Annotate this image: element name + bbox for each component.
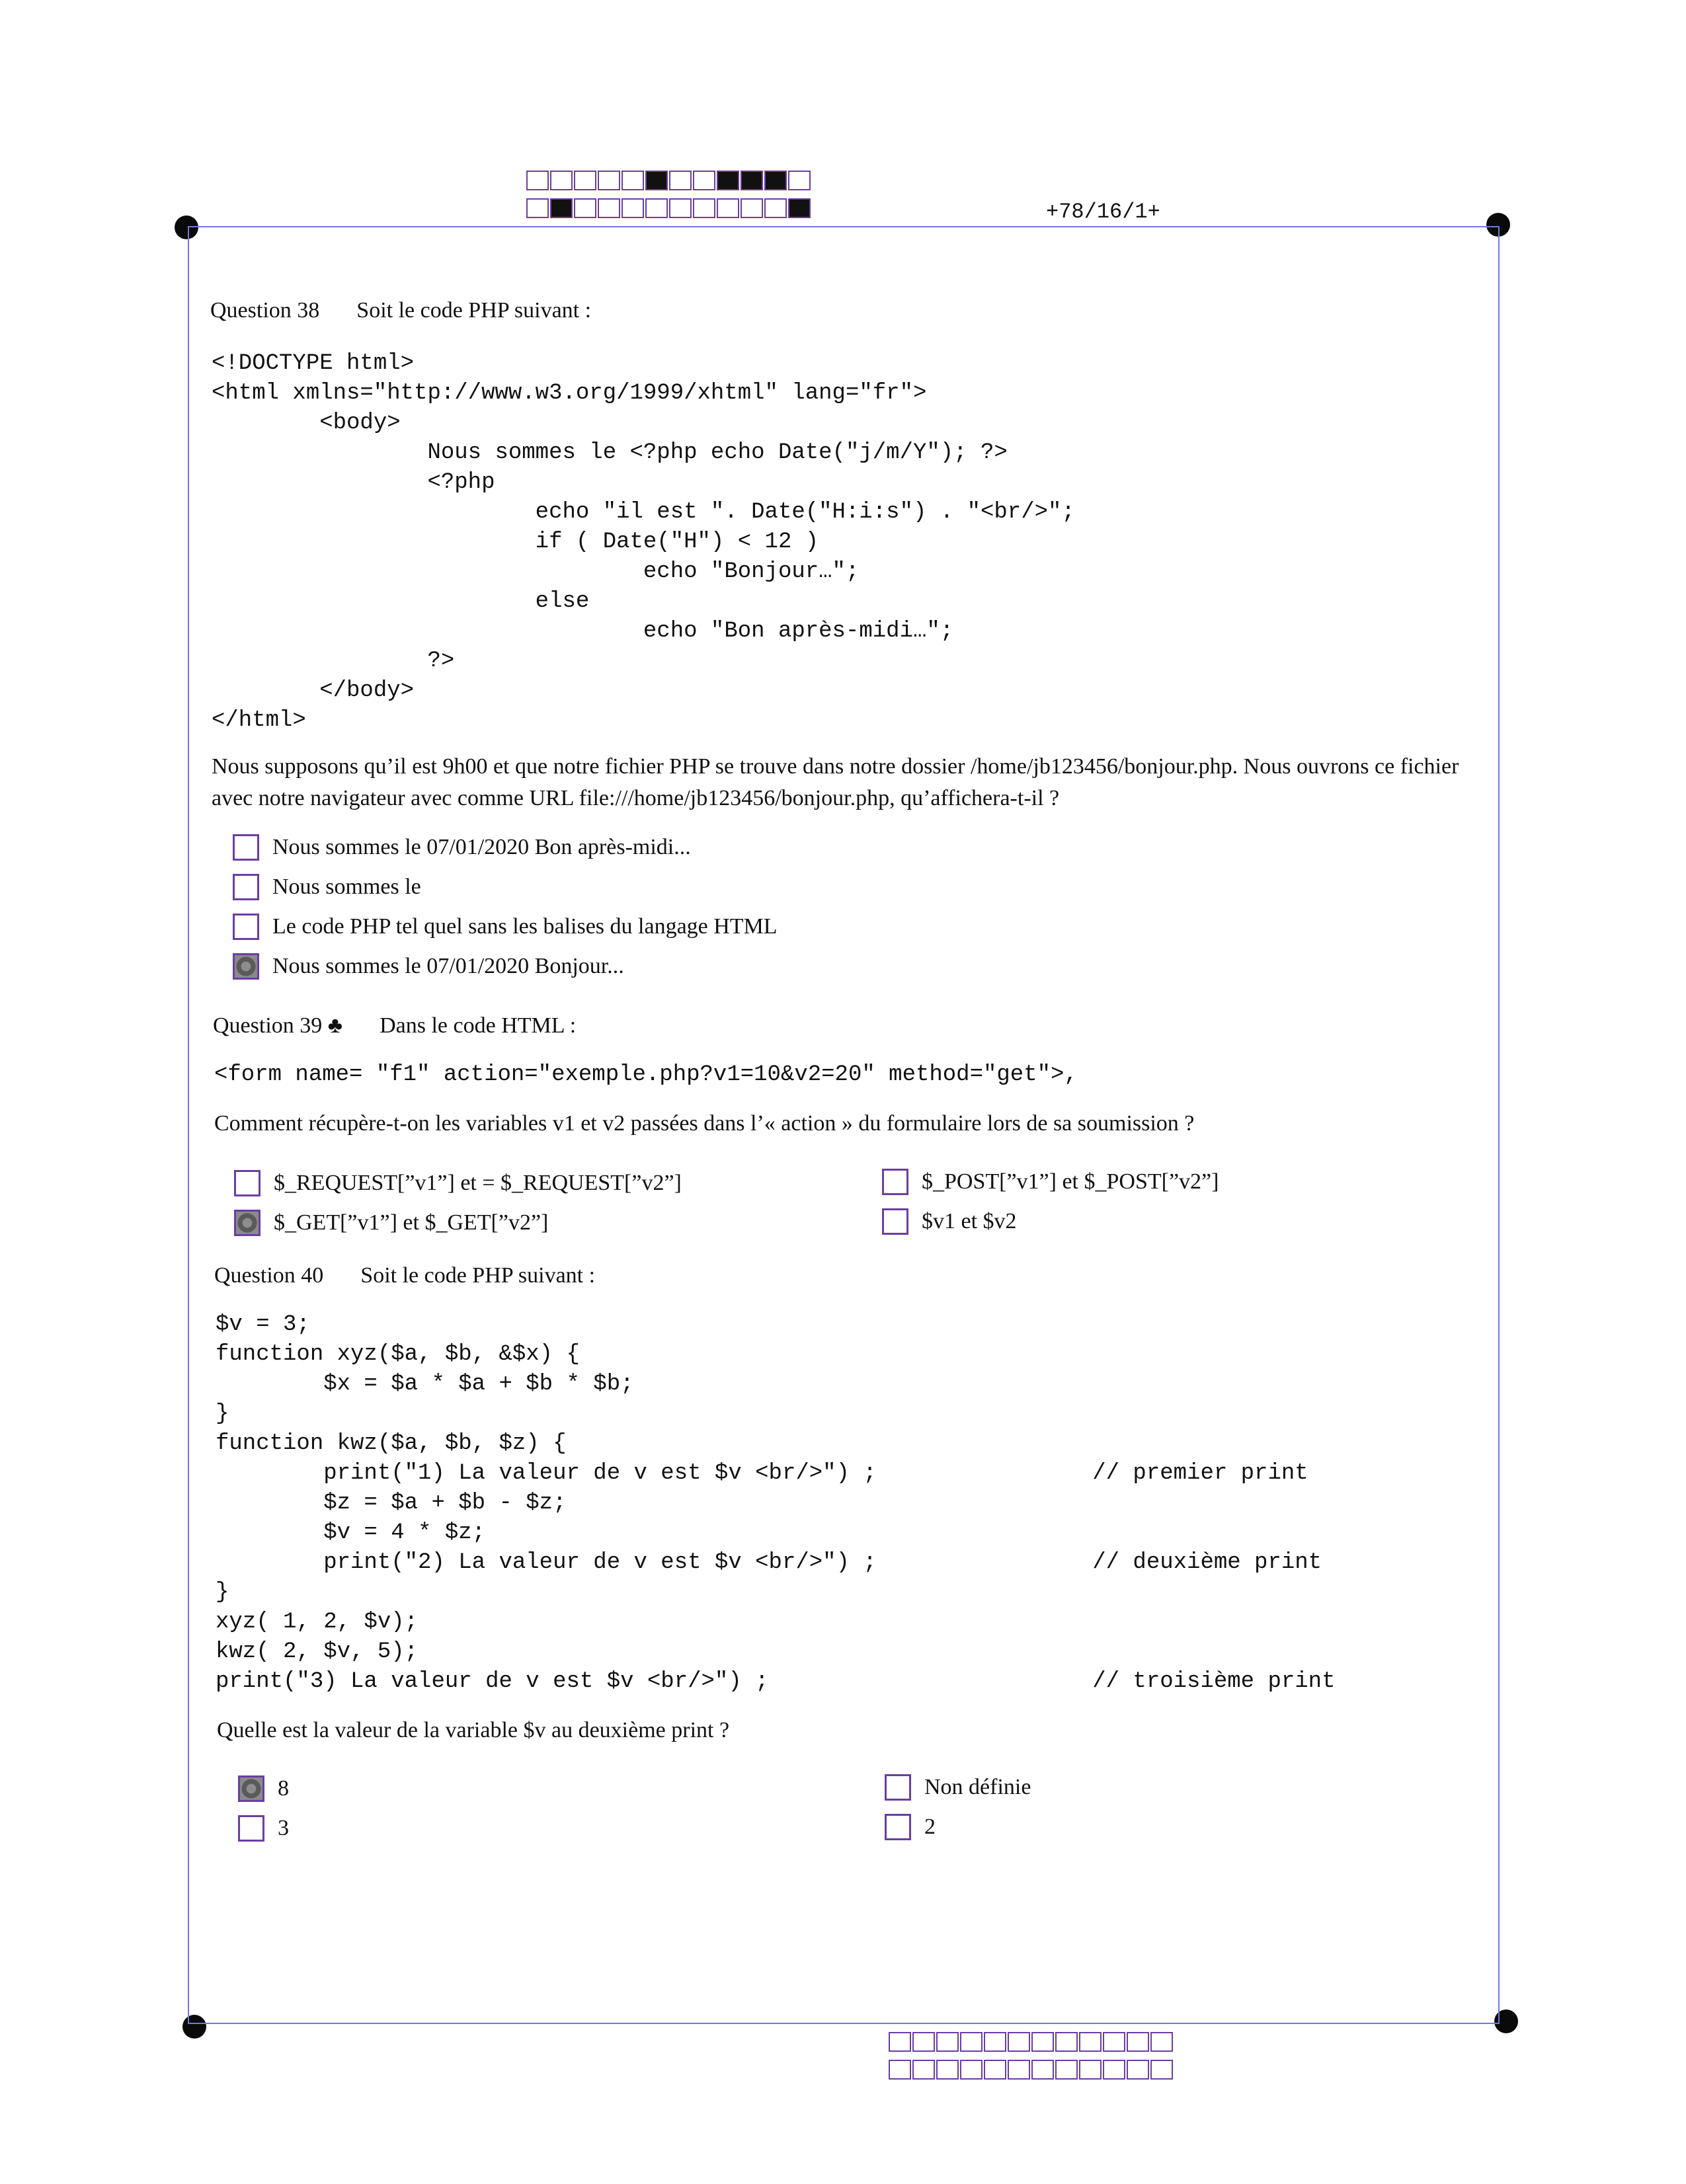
top-barcode-row-1 <box>526 171 812 190</box>
q39-option-2[interactable] <box>882 1166 1219 1198</box>
sheet-id: +78/16/1+ <box>1046 200 1160 224</box>
q40-option-4-checkbox[interactable] <box>885 1814 911 1840</box>
q39-option-1[interactable] <box>234 1167 682 1199</box>
q38-option-1[interactable] <box>233 832 691 863</box>
question-39-number: Question 39 ♣ <box>213 1013 343 1038</box>
q39-option-3-checkbox[interactable] <box>234 1210 261 1236</box>
question-40-statement: Quelle est la valeur de la variable $v au deuxième print ? <box>217 1718 730 1742</box>
q40-option-2-label: Non définie <box>924 1775 1031 1799</box>
question-40-code: $v = 3; function xyz($a, $b, &$x) { $x = $a * $a + $b * $b; } function kwz($a, $b, $z) { print("1) La valeur de v est $v <br/>") ; // premier print $z = $a + $b - $z; $v = 4 * $z; print("2) La valeur de v est $v <br/>") ; // deuxième print } xyz( 1, 2, $v); kwz( 2, $v, 5); print("3) La valeur de v est $v <br/>") ; // troisième print <box>216 1312 1336 1694</box>
q40-option-4-label: 2 <box>924 1814 936 1839</box>
question-40-title <box>214 1260 595 1292</box>
question-38-statement: Nous supposons qu’il est 9h00 et que notre fichier PHP se trouve dans notre dossier /home/jb123456/bonjour.php. Nous ouvrons ce fichier avec notre navigateur avec comme URL file:///home/jb123456/bonjour.php, qu’affichera-t-il ? <box>212 754 1459 810</box>
q38-option-4[interactable] <box>233 951 624 982</box>
q39-option-4-checkbox[interactable] <box>882 1208 908 1235</box>
q39-option-2-checkbox[interactable] <box>882 1169 908 1195</box>
q40-option-2-checkbox[interactable] <box>885 1774 911 1801</box>
q38-option-4-checkbox[interactable] <box>233 953 259 980</box>
q38-option-4-label: Nous sommes le 07/01/2020 Bonjour... <box>272 954 624 978</box>
q40-option-2[interactable] <box>885 1772 1031 1803</box>
question-39-title <box>213 1010 576 1042</box>
question-39-code: <form name= "f1" action="exemple.php?v1=10&v2=20" method="get">, <box>214 1062 1078 1087</box>
q38-option-2[interactable] <box>233 871 421 903</box>
question-38-title <box>210 295 591 327</box>
q39-option-1-label: $_REQUEST[”v1”] et = $_REQUEST[”v2”] <box>274 1171 682 1195</box>
q38-option-1-checkbox[interactable] <box>233 834 259 861</box>
question-38-prompt: Soit le code PHP suivant : <box>356 298 592 323</box>
q39-option-1-checkbox[interactable] <box>234 1170 261 1196</box>
q39-option-3[interactable] <box>234 1207 548 1239</box>
q40-option-4[interactable] <box>885 1811 936 1843</box>
q39-option-4-label: $v1 et $v2 <box>922 1209 1017 1233</box>
question-40-prompt: Soit le code PHP suivant : <box>360 1263 596 1288</box>
question-39-prompt: Dans le code HTML : <box>380 1013 577 1038</box>
question-38-number: Question 38 <box>210 298 320 323</box>
top-barcode-row-2 <box>526 198 812 218</box>
q39-option-3-label: $_GET[”v1”] et $_GET[”v2”] <box>274 1210 549 1235</box>
q38-option-3[interactable] <box>233 911 778 943</box>
bottom-barcode-row-2 <box>889 2060 1174 2080</box>
q38-option-2-checkbox[interactable] <box>233 874 259 900</box>
bottom-barcode-row-1 <box>889 2032 1174 2052</box>
q40-option-3[interactable] <box>238 1813 289 1844</box>
q38-option-3-label: Le code PHP tel quel sans les balises du langage HTML <box>272 914 778 939</box>
question-39-statement: Comment récupère-t-on les variables v1 et v2 passées dans l’« action » du formulaire lors de sa soumission ? <box>214 1111 1195 1136</box>
q40-option-1[interactable] <box>238 1773 289 1805</box>
q38-option-3-checkbox[interactable] <box>233 914 259 940</box>
q39-option-4[interactable] <box>882 1206 1017 1237</box>
q39-option-2-label: $_POST[”v1”] et $_POST[”v2”] <box>922 1169 1219 1194</box>
bottom-barcode <box>889 2032 1174 2080</box>
q40-option-1-label: 8 <box>278 1776 289 1801</box>
q40-option-1-checkbox[interactable] <box>238 1775 264 1802</box>
question-40-number: Question 40 <box>214 1263 324 1288</box>
question-38-code: <!DOCTYPE html> <html xmlns="http://www.w3.org/1999/xhtml" lang="fr"> <body> Nous sommes le <?php echo Date("j/m/Y"); ?> <?php echo "il est ". Date("H:i:s") . "<br/>"; if ( Date("H") < 12 ) echo "Bonjour…"; else echo "Bon après-midi…"; ?> </body> </html> <box>212 351 1075 733</box>
q38-option-1-label: Nous sommes le 07/01/2020 Bon après-midi... <box>272 835 691 859</box>
top-barcode <box>526 171 812 218</box>
q40-option-3-checkbox[interactable] <box>238 1815 264 1842</box>
q38-option-2-label: Nous sommes le <box>272 875 421 899</box>
q40-option-3-label: 3 <box>278 1816 289 1840</box>
